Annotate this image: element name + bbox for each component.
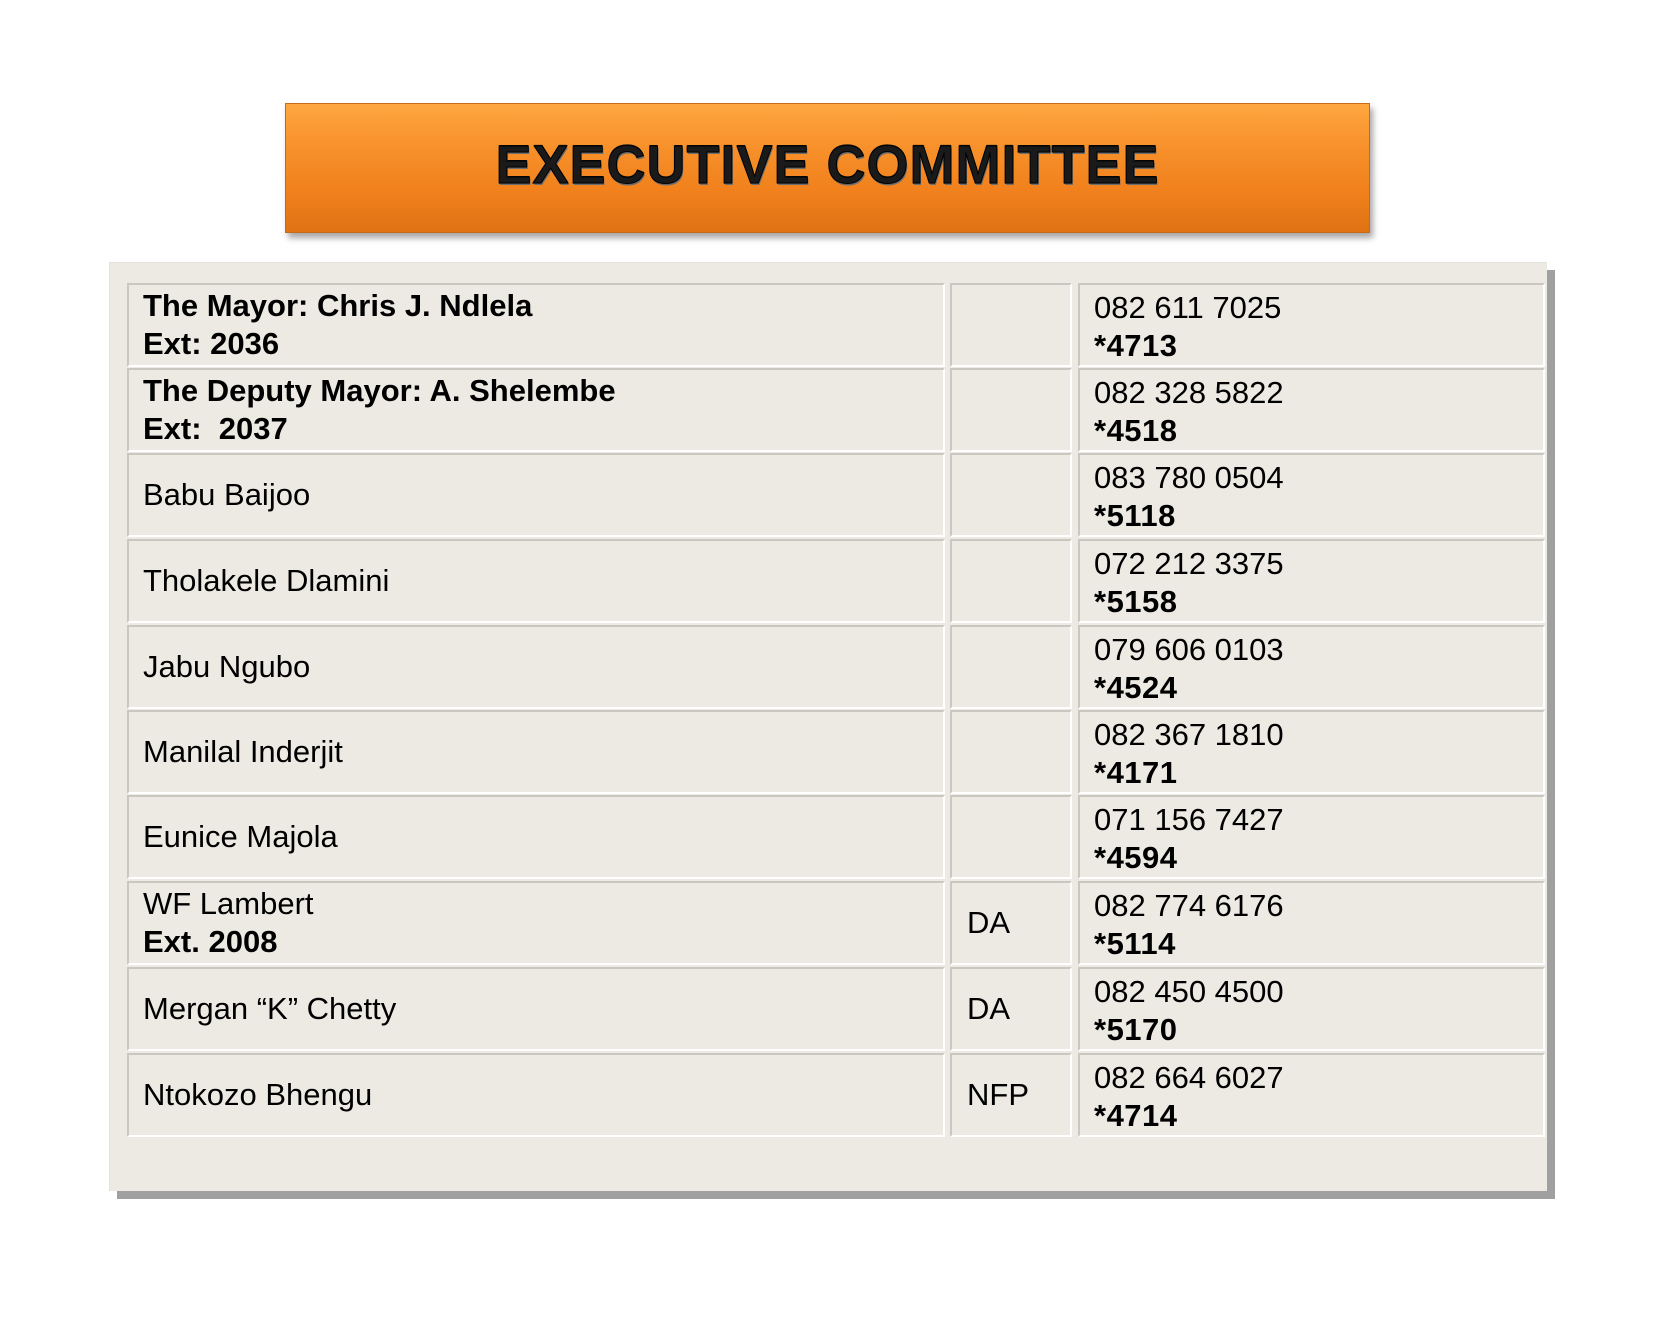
name-cell: [127, 539, 945, 623]
member-party: DA: [967, 905, 1011, 940]
party-cell: [950, 283, 1072, 367]
member-phone: 079 606 0103: [1094, 632, 1284, 667]
member-phone: 082 774 6176: [1094, 888, 1284, 923]
member-phone: 082 450 4500: [1094, 974, 1284, 1009]
party-cell: [950, 1053, 1072, 1137]
party-cell: [950, 881, 1072, 965]
party-cell: [950, 539, 1072, 623]
member-name: Mergan “K” Chetty: [143, 991, 397, 1026]
name-cell: [127, 625, 945, 709]
member-phone: 082 664 6027: [1094, 1060, 1284, 1095]
member-short-code: *4713: [1094, 328, 1178, 363]
member-phone: 072 212 3375: [1094, 546, 1284, 581]
member-name: Eunice Majola: [143, 819, 338, 854]
member-phone: 071 156 7427: [1094, 802, 1284, 837]
party-cell: [950, 710, 1072, 794]
name-cell: [127, 283, 945, 367]
title-banner: [285, 103, 1370, 233]
phone-cell: [1078, 368, 1545, 452]
phone-cell: [1078, 710, 1545, 794]
phone-cell: [1078, 625, 1545, 709]
member-name: Jabu Ngubo: [143, 649, 311, 684]
name-cell: [127, 368, 945, 452]
member-phone: 082 328 5822: [1094, 375, 1284, 410]
member-name: WF Lambert: [143, 886, 314, 921]
phone-cell: [1078, 1053, 1545, 1137]
member-name: The Mayor: Chris J. Ndlela: [143, 288, 533, 323]
name-cell: [127, 710, 945, 794]
phone-cell: [1078, 283, 1545, 367]
member-phone: 082 611 7025: [1094, 290, 1282, 325]
members-table: [109, 262, 1547, 1191]
party-cell: [950, 967, 1072, 1051]
member-name: The Deputy Mayor: A. Shelembe: [143, 373, 616, 408]
name-cell: [127, 1053, 945, 1137]
member-short-code: *4594: [1094, 840, 1178, 875]
name-cell: [127, 967, 945, 1051]
name-cell: [127, 453, 945, 537]
party-cell: [950, 453, 1072, 537]
member-name: Manilal Inderjit: [143, 734, 343, 769]
member-short-code: *5114: [1094, 926, 1176, 961]
party-cell: [950, 795, 1072, 879]
member-short-code: *4171: [1094, 755, 1178, 790]
member-phone: 083 780 0504: [1094, 460, 1284, 495]
page-title: EXECUTIVE COMMITTEE: [495, 135, 1160, 195]
name-cell: [127, 881, 945, 965]
phone-cell: [1078, 967, 1545, 1051]
member-name: Ntokozo Bhengu: [143, 1077, 373, 1112]
member-short-code: *5170: [1094, 1012, 1178, 1047]
member-party: DA: [967, 991, 1011, 1026]
member-phone: 082 367 1810: [1094, 717, 1284, 752]
party-cell: [950, 625, 1072, 709]
member-short-code: *4524: [1094, 670, 1178, 705]
member-short-code: *4518: [1094, 413, 1178, 448]
member-short-code: *4714: [1094, 1098, 1178, 1133]
member-short-code: *5158: [1094, 584, 1178, 619]
member-extension: Ext: 2037: [143, 411, 288, 446]
member-short-code: *5118: [1094, 498, 1176, 533]
phone-cell: [1078, 795, 1545, 879]
member-name: Babu Baijoo: [143, 477, 311, 512]
member-party: NFP: [967, 1077, 1029, 1112]
name-cell: [127, 795, 945, 879]
member-name: Tholakele Dlamini: [143, 563, 390, 598]
phone-cell: [1078, 539, 1545, 623]
member-extension: Ext. 2008: [143, 924, 278, 959]
member-extension: Ext: 2036: [143, 326, 280, 361]
phone-cell: [1078, 881, 1545, 965]
party-cell: [950, 368, 1072, 452]
phone-cell: [1078, 453, 1545, 537]
